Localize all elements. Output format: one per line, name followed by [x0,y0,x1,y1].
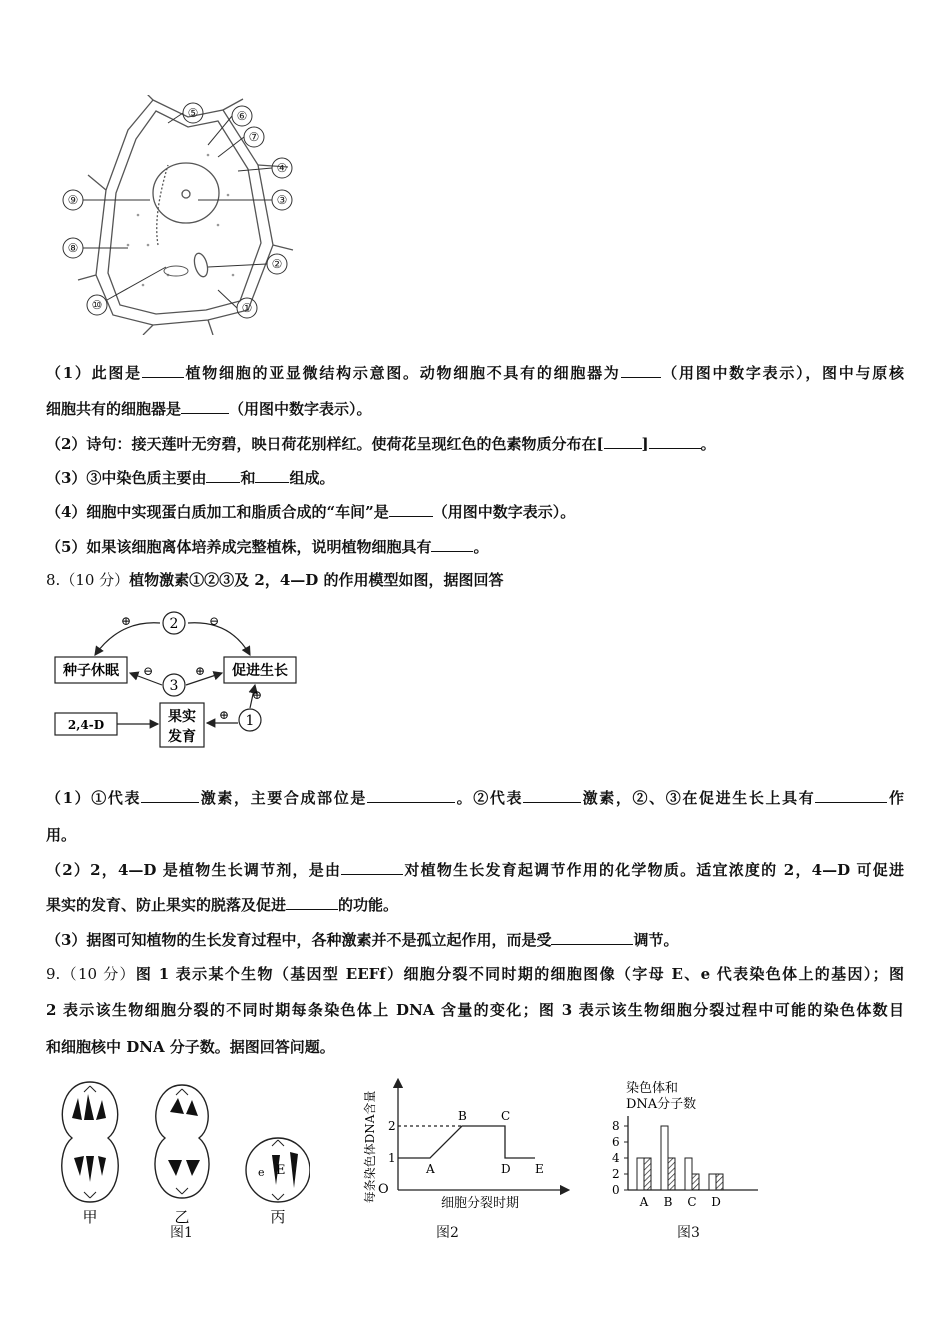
q8-stem: 8.（10 分）植物激素①②③及 2，4—D 的作用模型如图，据图回答 [46,571,504,589]
q9-stem-line2: 2 表示该生物细胞分裂的不同时期每条染色体上 DNA 含量的变化；图 3 表示该生物细胞分裂过程中可能的染色体数目 [46,1001,904,1019]
figure-2-graph [360,1075,585,1215]
blank[interactable] [206,468,240,483]
bar-C-dna [692,1174,699,1190]
blank[interactable] [523,788,581,803]
hormone-diagram [50,605,305,750]
bar-C-chromosome [685,1158,692,1190]
figure-3-caption: 图3 [677,1225,700,1241]
fruit-label-2: 发育 [168,729,196,745]
category-label-B: B [663,1195,673,1209]
point-D: D [501,1162,511,1176]
label-6: ⑥ [236,109,248,123]
plant-cell-figure [58,95,303,335]
fruit-label-1: 果实 [168,709,196,725]
blank[interactable] [141,788,199,803]
bar-A-dna [644,1158,651,1190]
minus-sign: ⊖ [142,664,154,678]
blank[interactable] [649,434,701,449]
q7-part1-line2: 细胞共有的细胞器是 （用图中数字表示）。 [46,400,372,418]
y-tick-label: 2 [612,1167,620,1181]
minus-sign: ⊖ [208,614,220,628]
q8-part2-line2: 果实的发育、防止果实的脱落及促进 的功能。 [46,896,399,914]
blank[interactable] [431,537,473,552]
q8-part1-line1: （1）①代表 激素，主要合成部位是 。②代表 激素，②、③在促进生长上具有 作 [46,789,904,807]
q9-stem-line3: 和细胞核中 DNA 分子数。据图回答问题。 [46,1038,335,1056]
bar-D-dna [716,1174,723,1190]
blank[interactable] [142,363,184,378]
label-9: ⑨ [67,193,79,207]
q8-part1-line2: 用。 [46,826,77,844]
y-tick-label: 8 [612,1119,620,1133]
blank[interactable] [389,502,433,517]
gene-e: e [258,1166,265,1179]
label-1: ① [241,301,253,315]
blank[interactable] [604,434,642,449]
label-10: ⑩ [91,298,103,312]
point-C: C [501,1109,511,1123]
y-tick-label: 6 [612,1135,620,1149]
24d-label: 2,4-D [67,718,105,732]
q7-part1-line1: （1）此图是 植物细胞的亚显微结构示意图。动物细胞不具有的细胞器为 （用图中数字表示），图中与原核 [46,364,904,382]
figure-3-chart [600,1078,770,1218]
chart-title-line1: 染色体和 [626,1081,679,1096]
seed-dormancy-label: 种子休眠 [63,663,119,679]
point-B: B [458,1109,467,1123]
label-8: ⑧ [67,241,79,255]
blank[interactable] [255,468,289,483]
ytick-2: 2 [388,1119,396,1133]
chart-title-line2: DNA分子数 [626,1097,697,1112]
plus-sign: ⊕ [120,614,132,628]
figure-2-caption: 图2 [436,1225,459,1241]
blank[interactable] [341,860,403,875]
ytick-1: 1 [388,1151,396,1165]
q7-part3: （3）③中染色质主要由 和 组成。 [46,469,335,487]
promote-growth-label: 促进生长 [232,663,288,679]
label-4: ④ [276,161,288,175]
hormone-3: 3 [169,678,179,694]
label-5: ⑤ [187,106,199,120]
label-3: ③ [276,193,288,207]
bar-B-chromosome [661,1126,668,1190]
figure-1-cells [50,1080,310,1245]
bar-D-chromosome [709,1174,716,1190]
q7-part4: （4）细胞中实现蛋白质加工和脂质合成的“车间”是 （用图中数字表示）。 [46,503,576,521]
q7-part5: （5）如果该细胞离体培养成完整植株，说明植物细胞具有 。 [46,538,489,556]
q7-part2: （2）诗句：接天莲叶无穷碧，映日荷花别样红。使荷花呈现红色的色素物质分布在[ ] 。 [46,435,716,453]
point-E: E [535,1162,544,1176]
label-7: ⑦ [248,130,260,144]
blank[interactable] [367,788,455,803]
hormone-1: 1 [245,713,255,729]
bar-B-dna [668,1158,675,1190]
bar-A-chromosome [637,1158,644,1190]
q9-stem-line1: 9.（10 分）图 1 表示某个生物（基因型 EEFf）细胞分裂不同时期的细胞图像（字母 E、e 代表染色体上的基因）；图 [46,965,905,983]
plus-sign: ⊕ [218,708,230,722]
y-tick-label: 4 [612,1151,620,1165]
category-label-D: D [711,1195,721,1209]
blank[interactable] [286,895,338,910]
category-label-A: A [639,1195,649,1209]
q8-part3: （3）据图可知植物的生长发育过程中，各种激素并不是孤立起作用，而是受 调节。 [46,931,679,949]
x-axis-label: 细胞分裂时期 [440,1196,520,1211]
plus-sign: ⊕ [251,688,263,702]
origin-label: O [378,1182,389,1197]
figure-1-caption: 图1 [170,1225,193,1241]
cell-yi-label: 乙 [174,1208,190,1226]
cell-jia-label: 甲 [82,1208,98,1226]
gene-E: E [276,1163,286,1178]
blank[interactable] [621,363,661,378]
blank[interactable] [181,399,229,414]
q8-part2-line1: （2）2，4—D 是植物生长调节剂，是由 对植物生长发育起调节作用的化学物质。适宜浓度的 2，4—D 可促进 [46,861,904,879]
category-label-C: C [687,1195,697,1209]
cell-bing-label: 丙 [270,1208,286,1226]
y-axis-label: 每条染色体DNA含量 [363,1090,377,1204]
point-A: A [426,1162,435,1176]
hormone-2: 2 [169,616,179,632]
blank[interactable] [551,930,633,945]
label-2: ② [271,257,283,271]
y-tick-label: 0 [612,1183,620,1197]
plus-sign: ⊕ [194,664,206,678]
blank[interactable] [815,788,887,803]
